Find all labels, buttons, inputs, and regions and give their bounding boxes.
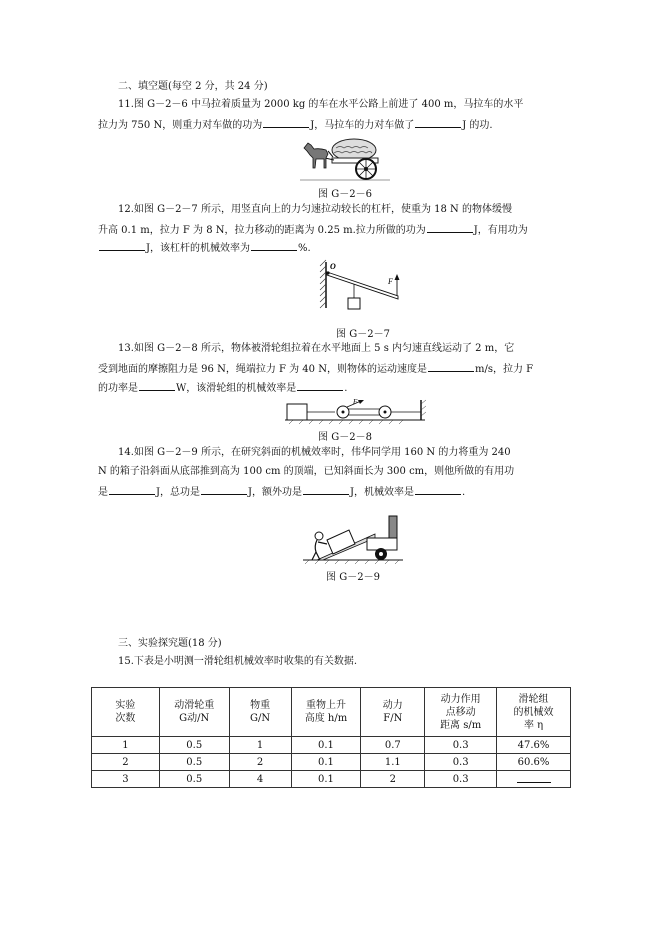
q12-text-b: J，有用功为: [473, 225, 528, 236]
table-cell: 0.1: [291, 754, 361, 771]
table-cell: 0.5: [159, 737, 229, 754]
q12-blank-1[interactable]: [427, 222, 473, 233]
table-cell: 0.7: [361, 737, 425, 754]
q14-blank-1[interactable]: [109, 484, 155, 495]
q11-text-b: J，马拉车的力对车做了: [310, 120, 415, 131]
q13-blank-1[interactable]: [428, 361, 474, 372]
header-force-distance: 动力作用 点移动 距离 s/m: [425, 688, 497, 737]
table-cell: 0.3: [425, 771, 497, 788]
table-cell: 2: [229, 754, 291, 771]
q13-text-b: m/s，拉力 F: [474, 364, 534, 375]
answer-underline[interactable]: [517, 772, 551, 783]
table-cell: 1.1: [361, 754, 425, 771]
q12-blank-2[interactable]: [99, 240, 145, 251]
table-cell: 0.5: [159, 754, 229, 771]
q12-line1: 12.如图 G－2－7 所示，用竖直向上的力匀速拉动较长的杠杆，使重为 18 N 的物体缓慢: [118, 204, 512, 215]
table-cell: 47.6%: [497, 737, 571, 754]
lever-label-f: F: [388, 277, 393, 286]
q11-blank-2[interactable]: [415, 117, 461, 128]
q11-text-a: 拉力为 750 N，则重力对车做的功为: [98, 120, 263, 131]
table-header-row: [92, 688, 571, 737]
q12-text-a: 升高 0.1 m，拉力 F 为 8 N，拉力移动的距离为 0.25 m.拉力所做的功为: [98, 225, 426, 236]
q13-text-e: .: [344, 383, 348, 394]
q14-line2: N 的箱子沿斜面从底部推到高为 100 cm 的顶端，已知斜面长为 300 cm，则他所做的有用功: [98, 466, 515, 477]
pulley-label-f: F: [353, 398, 358, 406]
header-force: 动力 F/N: [361, 688, 425, 737]
header-object-weight: 物重 G/N: [229, 688, 291, 737]
table-cell: 3: [92, 771, 160, 788]
q11-text-c: J 的功.: [462, 120, 493, 131]
q13-line3: [98, 380, 347, 396]
header-movable-pulley-weight: 动滑轮重 G动/N: [159, 688, 229, 737]
q13-blank-2[interactable]: [139, 380, 175, 391]
q14-blank-2[interactable]: [201, 484, 247, 495]
section3-heading: 三、实验探究题(18 分): [118, 638, 222, 649]
fig-g-2-6-caption: 图 G－2－6: [318, 189, 372, 200]
q14-blank-4[interactable]: [415, 484, 461, 495]
q14-text-e: .: [462, 487, 466, 498]
table-cell: 0.3: [425, 754, 497, 771]
q13-blank-3[interactable]: [297, 380, 343, 391]
q12-text-d: %.: [298, 243, 311, 254]
header-efficiency: 滑轮组 的机械效 率 η: [497, 688, 571, 737]
q14-text-b: J，总功是: [156, 487, 201, 498]
incline-figure: [303, 510, 403, 566]
table-cell: 1: [92, 737, 160, 754]
horse-cart-figure: [300, 136, 390, 182]
efficiency-answer-blank[interactable]: [497, 771, 571, 788]
table-row: [92, 754, 571, 771]
q13-text-c: 的功率是: [98, 383, 138, 394]
q13-line2: [98, 361, 533, 377]
fig-g-2-8-caption: 图 G－2－8: [318, 432, 372, 443]
header-trial: 实验 次数: [92, 688, 160, 737]
table-cell: 0.5: [159, 771, 229, 788]
table-row: [92, 771, 571, 788]
table-cell: 2: [361, 771, 425, 788]
header-lift-height: 重物上升 高度 h/m: [291, 688, 361, 737]
q11-blank-1[interactable]: [263, 117, 309, 128]
lever-figure: [318, 258, 408, 322]
q12-text-c: J，该杠杆的机械效率为: [146, 243, 251, 254]
q12-line2: [98, 222, 528, 238]
q14-line3: [98, 484, 465, 500]
q14-text-a: 是: [98, 487, 108, 498]
pulley-figure: [285, 398, 430, 426]
q13-text-d: W，该滑轮组的机械效率是: [176, 383, 297, 394]
table-cell: 0.1: [291, 737, 361, 754]
q12-blank-3[interactable]: [251, 240, 297, 251]
q13-text-a: 受到地面的摩擦阻力是 96 N，绳端拉力 F 为 40 N，则物体的运动速度是: [98, 364, 427, 375]
lever-label-o: O: [330, 262, 336, 271]
table-cell: 1: [229, 737, 291, 754]
q14-text-c: J，额外功是: [248, 487, 303, 498]
fig-g-2-7-caption: 图 G－2－7: [336, 329, 390, 340]
q14-blank-3[interactable]: [303, 484, 349, 495]
q13-line1: 13.如图 G－2－8 所示，物体被滑轮组拉着在水平地面上 5 s 内匀速直线运动了 2 m，它: [118, 343, 515, 354]
table-cell: 0.1: [291, 771, 361, 788]
table-row: [92, 737, 571, 754]
table-cell: 0.3: [425, 737, 497, 754]
section2-heading: 二、填空题(每空 2 分，共 24 分): [118, 81, 268, 92]
q11-line1: 11.图 G－2－6 中马拉着质量为 2000 kg 的车在水平公路上前进了 400 m，马拉车的水平: [118, 99, 524, 110]
q12-line3: [98, 240, 311, 256]
pulley-efficiency-table: [91, 687, 571, 788]
q11-line2: [98, 117, 493, 133]
fig-g-2-9-caption: 图 G－2－9: [326, 572, 380, 583]
table-cell: 60.6%: [497, 754, 571, 771]
table-cell: 2: [92, 754, 160, 771]
table-cell: 4: [229, 771, 291, 788]
q14-text-d: J，机械效率是: [350, 487, 415, 498]
q15-text: 15.下表是小明测一滑轮组机械效率时收集的有关数据.: [118, 656, 358, 667]
q14-line1: 14.如图 G－2－9 所示，在研究斜面的机械效率时，伟华同学用 160 N 的力将重为 240: [118, 447, 511, 458]
